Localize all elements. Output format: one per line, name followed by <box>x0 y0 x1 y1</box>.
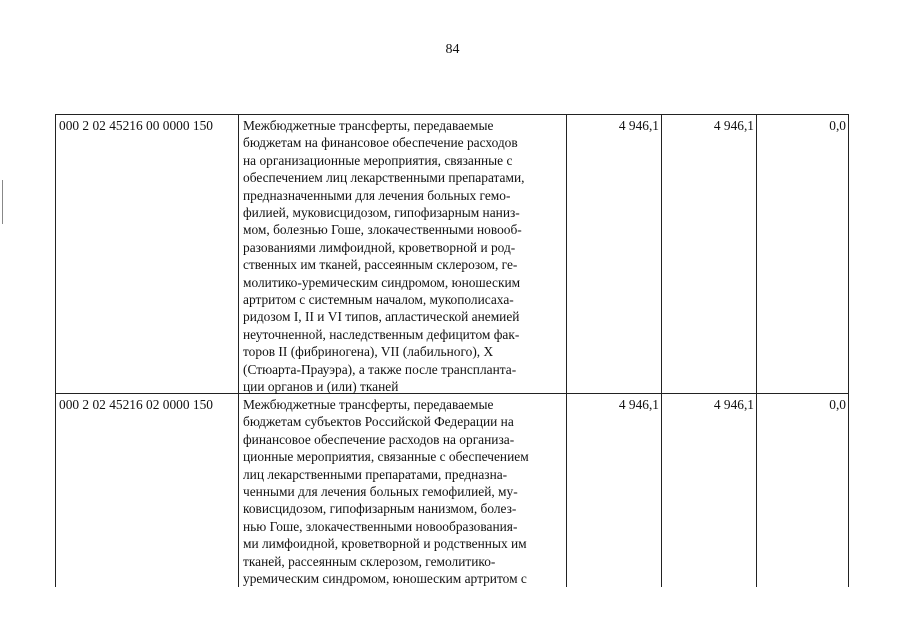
description-line: Межбюджетные трансферты, передаваемые <box>243 118 494 133</box>
scan-margin-mark <box>2 180 3 224</box>
budget-code-cell: 000 2 02 45216 00 0000 150 <box>55 115 238 393</box>
description-line: ционные мероприятия, связанные с обеспечением <box>243 449 529 465</box>
budget-code-cell: 000 2 02 45216 02 0000 150 <box>55 394 238 587</box>
description-line: торов II (фибриногена), VII (лабильного), X <box>243 344 494 360</box>
description-line: артритом с системным началом, мукополисаха- <box>243 292 514 308</box>
amount-cell-2: 4 946,1 <box>661 115 756 393</box>
description-cell <box>238 115 566 393</box>
description-line: на организационные мероприятия, связанные с <box>243 152 513 168</box>
description-line: филией, муковисцидозом, гипофизарным наниз- <box>243 205 520 221</box>
table-row <box>55 394 849 587</box>
description-line: лиц лекарственными препаратами, предназна- <box>243 466 508 482</box>
description-line: мом, болезнью Гоше, злокачественными новооб- <box>243 222 522 238</box>
description-line: разованиями лимфоидной, кроветворной и род- <box>243 239 516 255</box>
description-line: неуточненной, наследственным дефицитом фак- <box>243 326 520 342</box>
description-line: ридозом I, II и VI типов, апластической анемией <box>243 309 520 325</box>
description-line: ковисцидозом, гипофизарным нанизмом, болез- <box>243 501 517 517</box>
description-line: бюджетам на финансовое обеспечение расходов <box>243 135 518 151</box>
description-line: ственных им тканей, рассеянным склерозом, ге- <box>243 257 518 273</box>
amount-cell-1: 4 946,1 <box>566 115 661 393</box>
description-cell <box>238 394 566 587</box>
description-line: ции органов и (или) тканей <box>243 379 399 395</box>
description-line: Межбюджетные трансферты, передаваемые <box>243 397 494 412</box>
amount-cell-2: 4 946,1 <box>661 394 756 587</box>
description-line: бюджетам субъектов Российской Федерации на <box>243 414 514 430</box>
description-line: тканей, рассеянным склерозом, гемолитико- <box>243 553 496 569</box>
amount-cell-3: 0,0 <box>756 394 849 587</box>
description-line: ми лимфоидной, кроветворной и родственных им <box>243 536 527 552</box>
page-number: 84 <box>445 42 460 57</box>
description-line: молитико-уремическим синдромом, юношеским <box>243 274 521 290</box>
budget-table <box>55 114 849 587</box>
description-line: ченными для лечения больных гемофилией, му- <box>243 484 518 500</box>
amount-cell-3: 0,0 <box>756 115 849 393</box>
description-line: финансовое обеспечение расходов на организа- <box>243 431 515 447</box>
description-line: (Стюарта-Прауэра), а также после транспланта- <box>243 361 517 377</box>
description-line: уремическим синдромом, юношеским артритом с <box>243 571 527 587</box>
amount-cell-1: 4 946,1 <box>566 394 661 587</box>
description-line: обеспечением лиц лекарственными препаратами, <box>243 170 525 186</box>
table-row <box>55 115 849 394</box>
description-line: предназначенными для лечения больных гемо- <box>243 187 511 203</box>
description-line: нью Гоше, злокачественными новообразования- <box>243 518 518 534</box>
